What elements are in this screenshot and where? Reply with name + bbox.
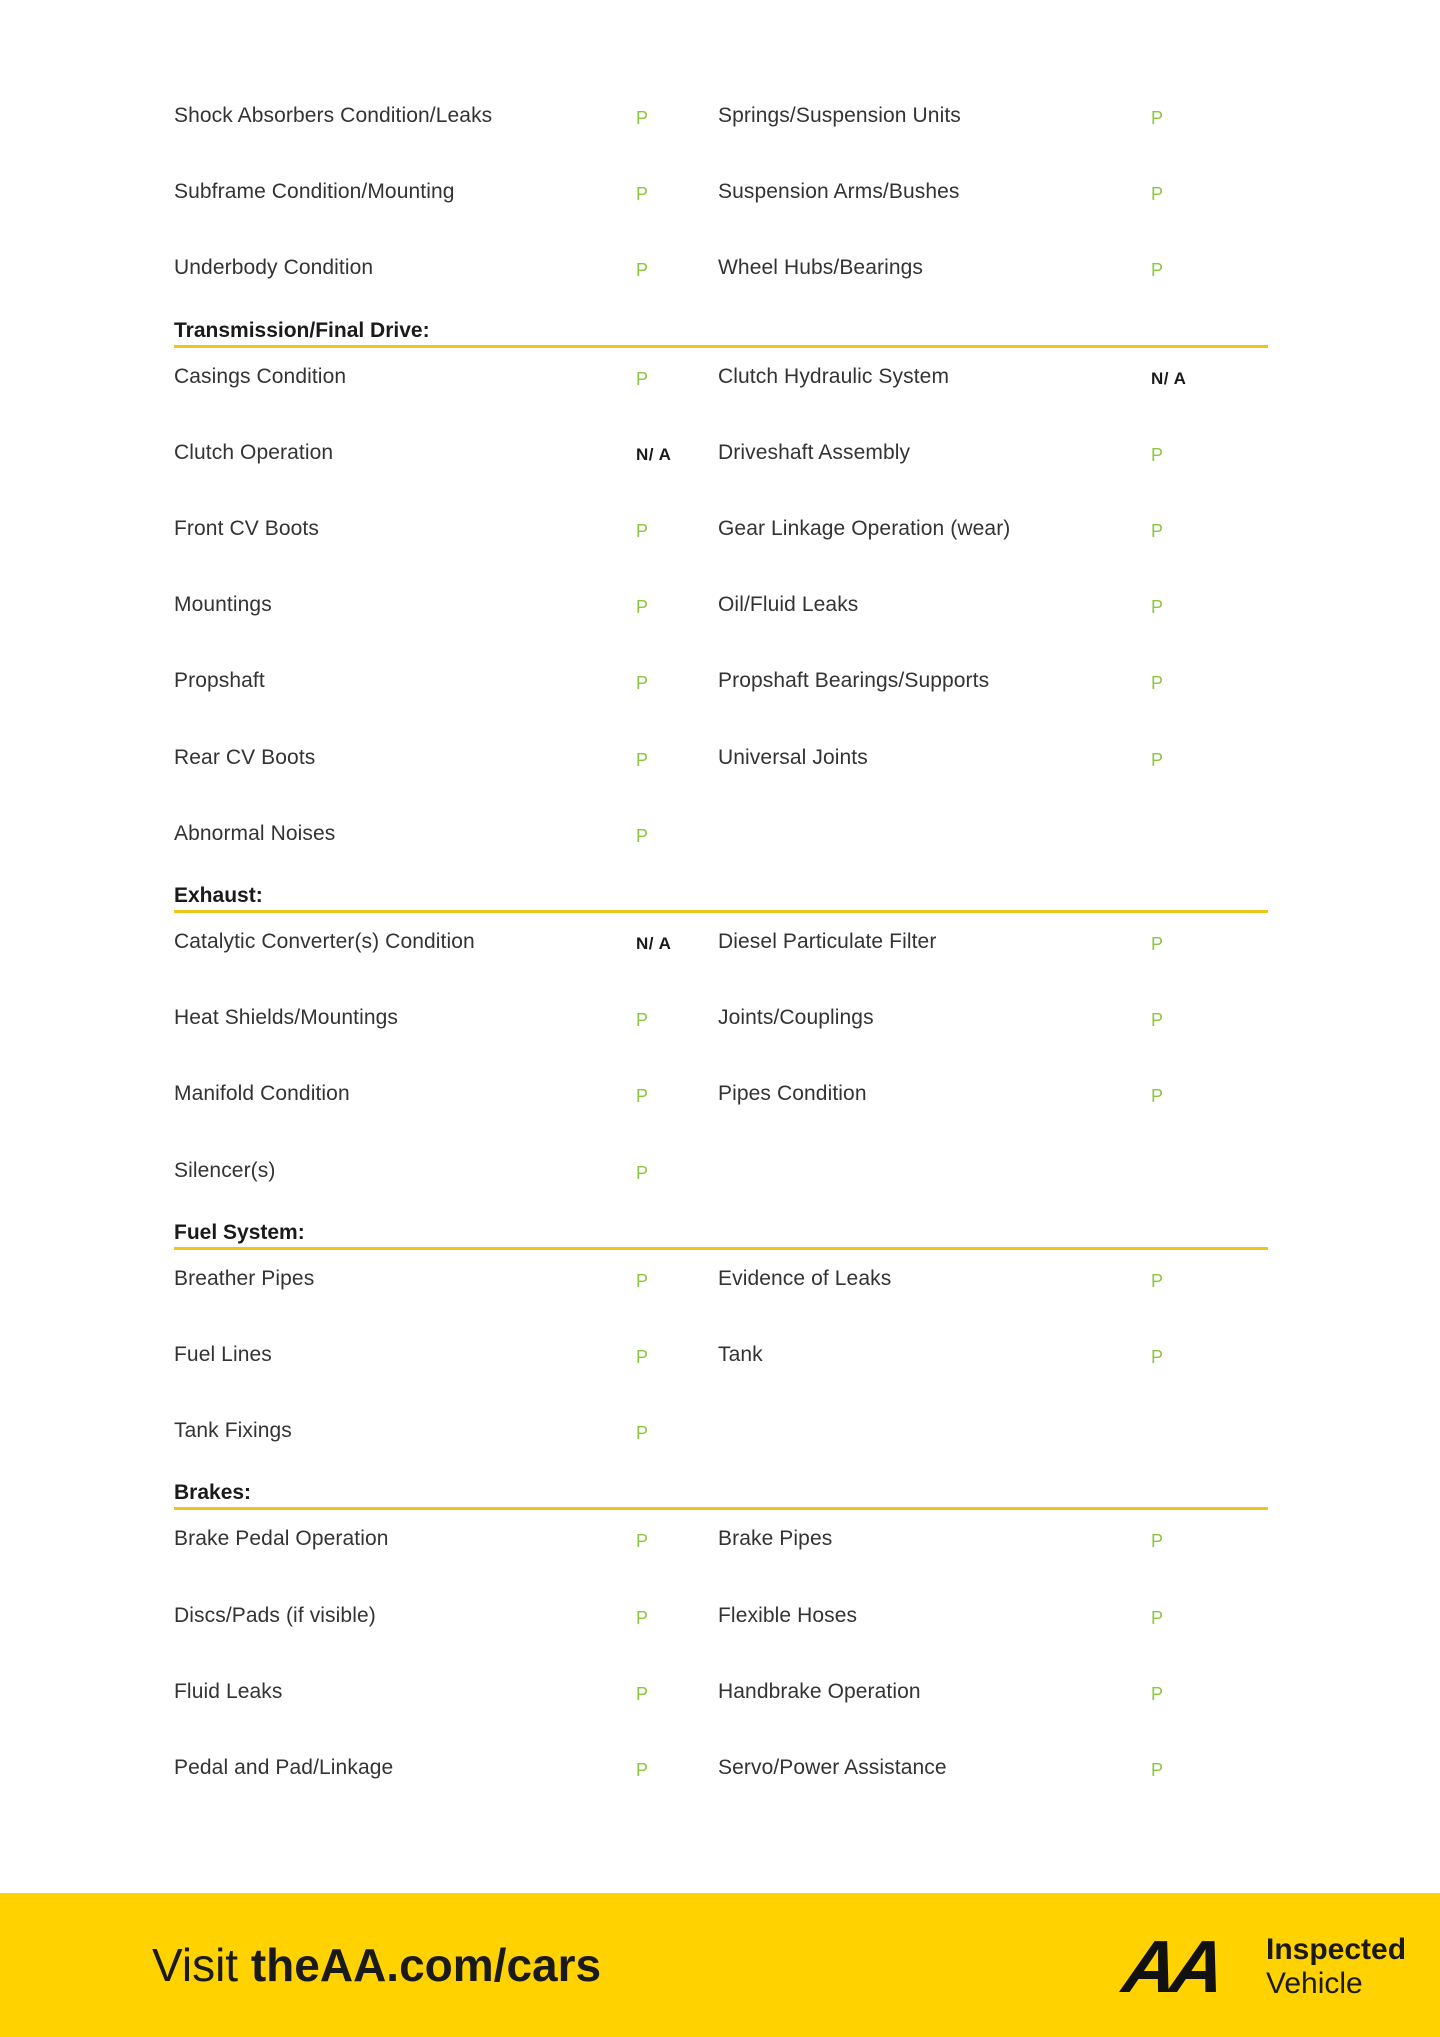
visit-prefix: Visit <box>152 1939 251 1991</box>
result-na-badge: N/ A <box>636 934 672 953</box>
checklist-row <box>0 1525 1440 1565</box>
result-pass-badge: P <box>636 1423 649 1444</box>
result-pass-badge: P <box>636 673 649 694</box>
checklist-row <box>0 1754 1440 1794</box>
website-link[interactable]: theAA.com/cars <box>250 1939 602 1991</box>
check-item-label: Springs/Suspension Units <box>718 104 961 127</box>
section-title: Transmission/Final Drive: <box>174 318 430 342</box>
result-pass-badge: P <box>636 184 649 205</box>
result-pass-badge: P <box>636 749 649 770</box>
check-item-label: Mountings <box>174 593 272 617</box>
section-header <box>0 317 1440 353</box>
checklist-row <box>0 1602 1440 1642</box>
result-pass-badge: P <box>1151 1270 1164 1291</box>
check-item-label: Suspension Arms/Bushes <box>718 180 960 204</box>
check-item-label: Abnormal Noises <box>174 821 336 845</box>
result-pass-badge: P <box>1151 260 1164 281</box>
checklist-row <box>0 1004 1440 1044</box>
result-pass-badge: P <box>636 108 649 128</box>
checklist-row <box>0 254 1440 294</box>
checklist-row <box>0 667 1440 707</box>
result-pass-badge: P <box>1151 1347 1164 1367</box>
check-item-label: Catalytic Converter(s) Condition <box>174 930 475 953</box>
footer-banner <box>0 1893 1440 2037</box>
result-pass-badge: P <box>636 1162 649 1183</box>
check-item-label: Pedal and Pad/Linkage <box>174 1756 394 1779</box>
checklist-row <box>0 591 1440 631</box>
check-item-label: Clutch Hydraulic System <box>718 364 950 388</box>
checklist-row <box>0 1157 1440 1197</box>
checklist-row <box>0 1678 1440 1718</box>
result-pass-badge: P <box>1151 597 1164 618</box>
result-pass-badge: P <box>636 597 649 618</box>
result-pass-badge: P <box>636 1086 649 1107</box>
result-pass-badge: P <box>636 1683 649 1704</box>
result-pass-badge: P <box>1151 184 1164 205</box>
section-divider <box>174 345 1268 348</box>
result-pass-badge: P <box>636 368 649 389</box>
result-pass-badge: P <box>636 1010 649 1031</box>
checklist-row <box>0 363 1440 403</box>
result-pass-badge: P <box>636 1760 649 1780</box>
checklist-row <box>0 1417 1440 1457</box>
check-item-label: Driveshaft Assembly <box>718 440 911 464</box>
checklist-row <box>0 820 1440 860</box>
check-item-label: Servo/Power Assistance <box>718 1756 947 1779</box>
result-pass-badge: P <box>636 825 649 846</box>
result-na-badge: N/ A <box>1151 368 1187 388</box>
section-divider <box>174 910 1268 913</box>
check-item-label: Tank Fixings <box>174 1419 292 1443</box>
checklist-row <box>0 515 1440 555</box>
result-pass-badge: P <box>1151 1683 1164 1704</box>
result-pass-badge: P <box>636 1270 649 1291</box>
check-item-label: Subframe Condition/Mounting <box>174 180 455 204</box>
result-pass-badge: P <box>1151 1086 1164 1107</box>
check-item-label: Tank <box>718 1343 763 1366</box>
check-item-label: Front CV Boots <box>174 517 319 540</box>
section-header <box>0 882 1440 918</box>
checklist-row <box>0 102 1440 142</box>
result-pass-badge: P <box>1151 1760 1164 1780</box>
check-item-label: Discs/Pads (if visible) <box>174 1603 376 1627</box>
check-item-label: Evidence of Leaks <box>718 1266 892 1290</box>
checklist-row <box>0 439 1440 479</box>
section-divider <box>174 1247 1268 1250</box>
result-pass-badge: P <box>636 260 649 281</box>
check-item-label: Brake Pipes <box>718 1527 833 1551</box>
visit-website-text[interactable] <box>152 1935 601 1995</box>
check-item-label: Brake Pedal Operation <box>174 1527 389 1551</box>
result-pass-badge: P <box>1151 934 1164 954</box>
check-item-label: Heat Shields/Mountings <box>174 1006 398 1030</box>
section-title: Brakes: <box>174 1481 252 1505</box>
check-item-label: Oil/Fluid Leaks <box>718 593 859 617</box>
check-item-label: Propshaft <box>174 669 265 693</box>
result-pass-badge: P <box>636 521 649 541</box>
checklist-row <box>0 744 1440 784</box>
section-title: Exhaust: <box>174 884 263 907</box>
result-pass-badge: P <box>636 1347 649 1367</box>
checklist-row <box>0 1341 1440 1381</box>
check-item-label: Manifold Condition <box>174 1082 350 1106</box>
check-item-label: Fuel Lines <box>174 1343 272 1366</box>
result-pass-badge: P <box>1151 521 1164 541</box>
check-item-label: Casings Condition <box>174 364 347 388</box>
result-pass-badge: P <box>1151 1531 1164 1552</box>
check-item-label: Handbrake Operation <box>718 1679 921 1703</box>
check-item-label: Rear CV Boots <box>174 745 316 769</box>
check-item-label: Silencer(s) <box>174 1158 276 1182</box>
section-divider <box>174 1507 1268 1510</box>
check-item-label: Pipes Condition <box>718 1082 867 1106</box>
checklist-row <box>0 1265 1440 1305</box>
checklist-row <box>0 1080 1440 1120</box>
section-header <box>0 1219 1440 1255</box>
check-item-label: Diesel Particulate Filter <box>718 930 937 953</box>
check-item-label: Propshaft Bearings/Supports <box>718 669 990 693</box>
checklist-row <box>0 928 1440 968</box>
check-item-label: Joints/Couplings <box>718 1006 874 1030</box>
result-pass-badge: P <box>1151 444 1164 465</box>
section-title: Fuel System: <box>174 1220 305 1244</box>
result-pass-badge: P <box>1151 673 1164 694</box>
result-pass-badge: P <box>1151 749 1164 770</box>
section-header <box>0 1479 1440 1515</box>
check-item-label: Fluid Leaks <box>174 1679 283 1703</box>
result-na-badge: N/ A <box>636 444 672 464</box>
result-pass-badge: P <box>1151 108 1164 128</box>
result-pass-badge: P <box>1151 1010 1164 1031</box>
check-item-label: Breather Pipes <box>174 1266 315 1290</box>
checklist-row <box>0 178 1440 218</box>
result-pass-badge: P <box>636 1531 649 1552</box>
check-item-label: Wheel Hubs/Bearings <box>718 256 923 280</box>
check-item-label: Shock Absorbers Condition/Leaks <box>174 104 493 127</box>
brand-line-inspected: Inspected <box>1266 1933 1407 1966</box>
check-item-label: Flexible Hoses <box>718 1603 858 1627</box>
check-item-label: Clutch Operation <box>174 440 334 464</box>
check-item-label: Underbody Condition <box>174 256 374 280</box>
check-item-label: Universal Joints <box>718 745 868 769</box>
brand-line-vehicle: Vehicle <box>1266 1967 1363 2000</box>
aa-logo: AA <box>1118 1925 1225 2008</box>
result-pass-badge: P <box>1151 1607 1164 1628</box>
result-pass-badge: P <box>636 1607 649 1628</box>
check-item-label: Gear Linkage Operation (wear) <box>718 517 1011 540</box>
